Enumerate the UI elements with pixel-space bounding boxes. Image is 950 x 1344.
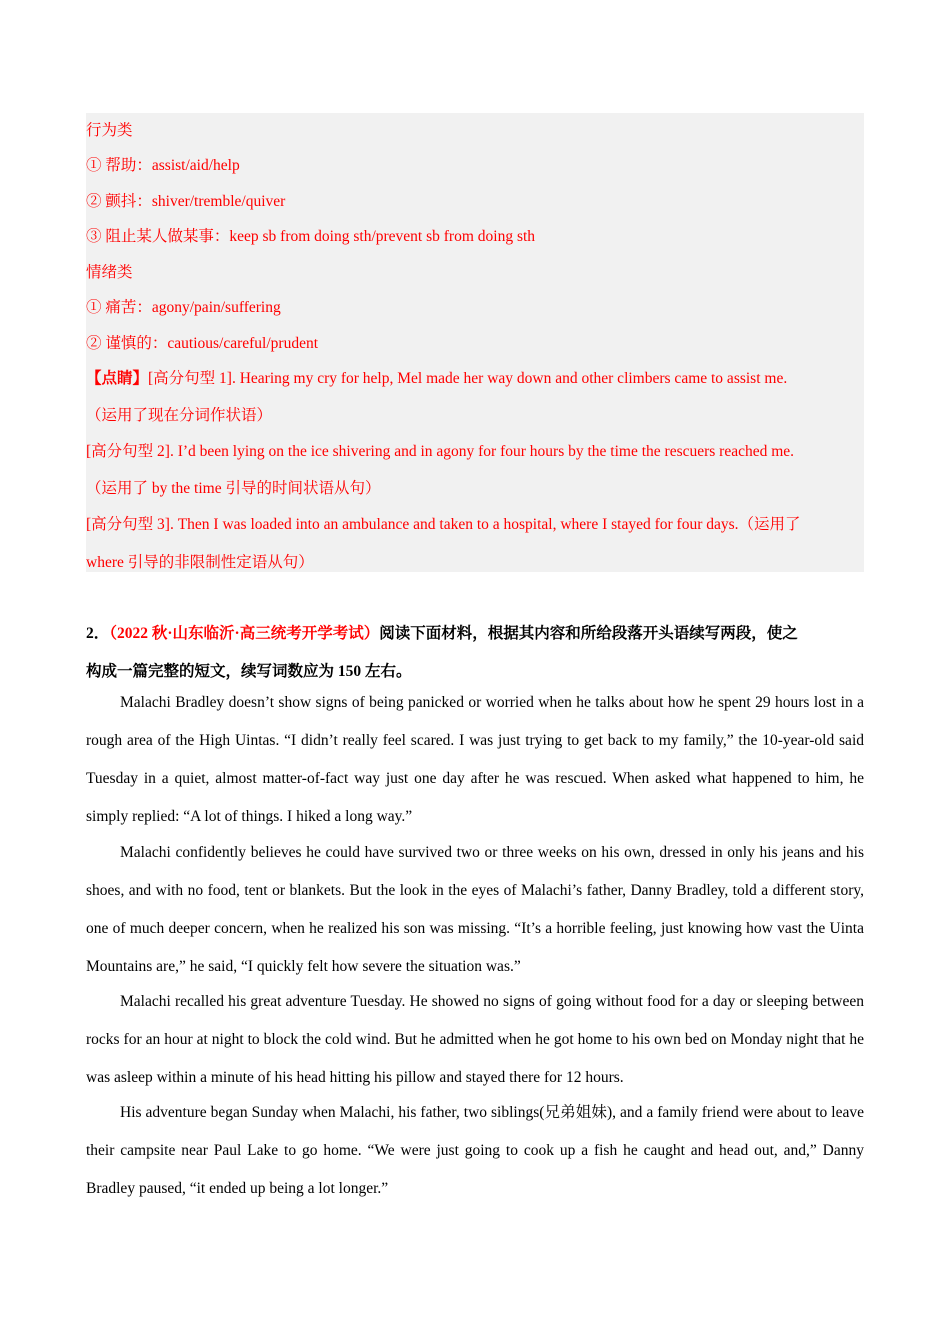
question-number: 2． <box>86 625 110 642</box>
behavior-item-help: ① 帮助：assist/aid/help <box>86 157 240 174</box>
emotion-heading: 情绪类 <box>86 264 133 281</box>
highlight-sentence-1 <box>86 366 787 388</box>
sentence-2-text: [高分句型 2]. I’d been lying on the ice shivering and in agony for four hours by the time the rescuers reached me. <box>86 443 795 460</box>
question-source: （2022 秋·山东临沂·高三统考开学考试） <box>109 625 380 642</box>
question-header <box>86 621 798 643</box>
passage-paragraph-2: Malachi confidently believes he could have survived two or three weeks on his own, dressed in only his jeans and his shoes, and with no food, tent or blankets. But the look in the eyes of Malachi’s father, Danny Bradley, told a different story, one of much deeper concern, when he realized his son was missing. “It’s a horrible feeling, just knowing how vast the Uinta Mountains are,” he said, “I quickly felt how severe the situation was.” <box>86 844 864 975</box>
emotion-item-agony: ① 痛苦：agony/pain/suffering <box>86 299 281 316</box>
emotion-item-cautious: ② 谨慎的：cautious/careful/prudent <box>86 335 319 352</box>
highlight-label: 【点睛】 <box>86 370 149 387</box>
passage-paragraph-3: Malachi recalled his great adventure Tuesday. He showed no signs of going without food for a day or sleeping between rocks for an hour at night to block the cold wind. But he admitted when he got home to his own bed on Monday night that he was asleep within a minute of his head hitting his pillow and stayed there for 12 hours. <box>86 993 864 1086</box>
sentence-3-text: [高分句型 3]. Then I was loaded into an ambulance and taken to a hospital, where I stayed for four days.（运用了 <box>86 516 801 533</box>
question-instruction-2: 构成一篇完整的短文，续写词数应为 150 左右。 <box>86 663 412 680</box>
sentence-1-note: （运用了现在分词作状语） <box>86 407 273 424</box>
passage-paragraph-1: Malachi Bradley doesn’t show signs of being panicked or worried when he talks about how he spent 29 hours lost in a rough area of the High Uintas. “I didn’t really feel scared. I was just trying to get back to my family,” the 10-year-old said Tuesday in a quiet, almost matter-of-fact way just one day after he was rescued. When asked what happened to him, he simply replied: “A lot of things. I hiked a long way.” <box>86 694 864 825</box>
sentence-3-note: where 引导的非限制性定语从句） <box>86 554 314 571</box>
behavior-item-prevent: ③ 阻止某人做某事：keep sb from doing sth/prevent sb from doing sth <box>86 228 536 245</box>
behavior-heading: 行为类 <box>86 122 133 139</box>
sentence-1-text: [高分句型 1]. Hearing my cry for help, Mel made her way down and other climbers came to assist me. <box>148 370 788 387</box>
question-instruction-1: 阅读下面材料，根据其内容和所给段落开头语续写两段，使之 <box>379 625 798 642</box>
sentence-2-note: （运用了 by the time 引导的时间状语从句） <box>86 480 381 497</box>
behavior-item-shiver: ② 颤抖：shiver/tremble/quiver <box>86 193 286 210</box>
passage-paragraph-4: His adventure began Sunday when Malachi, his father, two siblings(兄弟姐妹), and a family friend were about to leave their campsite near Paul Lake to go home. “We were just going to cook up a fish he caught and head out, and,” Danny Bradley paused, “it ended up being a lot longer.” <box>86 1104 864 1197</box>
